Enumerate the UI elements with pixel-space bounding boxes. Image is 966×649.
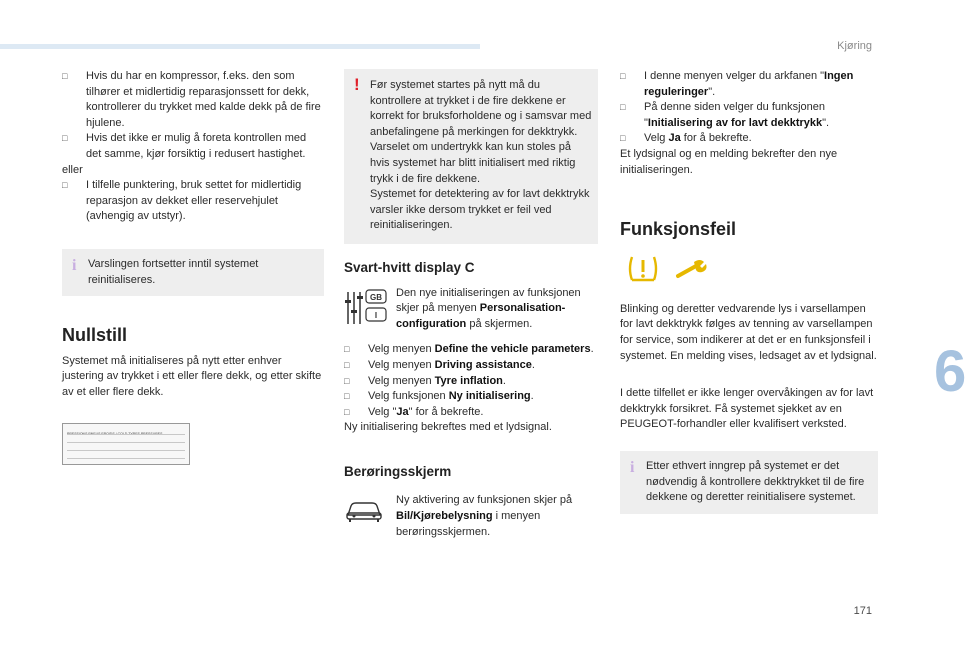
warning-lamps — [620, 254, 878, 288]
bw-steps — [344, 342, 598, 436]
chapter-tab — [934, 339, 966, 443]
gb-label: GB — [370, 292, 382, 302]
list-item: □ Velg Ja for å bekrefte. — [620, 131, 878, 147]
fault-heading: Funksjonsfeil — [620, 219, 737, 240]
list-item: □ Velg "Ja" for å bekrefte. — [344, 405, 598, 421]
tyre-pressure-warning-icon — [626, 254, 660, 284]
column-1 — [62, 69, 324, 465]
checkbox-bullet-icon: □ — [344, 375, 350, 386]
service-wrench-icon — [674, 258, 708, 280]
list-item: □ Velg menyen Tyre inflation. — [344, 374, 598, 390]
checkbox-bullet-icon: □ — [620, 133, 626, 144]
info-icon: i — [72, 256, 77, 274]
checkbox-bullet-icon: □ — [344, 344, 350, 355]
info-box: i Varslingen fortsetter inntil systemet reinitialiseres. — [62, 249, 324, 296]
column-2 — [344, 69, 598, 540]
nullstill-heading: Nullstill — [62, 325, 128, 346]
bw-display-intro: GB I Den nye initialiseringen av funksjonen skjer på menyen Personalisation-configuration på skjermen. — [344, 286, 598, 333]
or-text: eller — [62, 163, 83, 176]
list-item: □ Hvis det ikke er mulig å foreta kontrollen med det samme, kjør forsiktig i redusert hastighet. — [62, 132, 307, 160]
checkbox-bullet-icon: □ — [344, 391, 350, 402]
chapter-number: 6 — [934, 339, 966, 404]
fault-text: Blinking og deretter vedvarende lys i varsellampen for lavt dekktrykk følges av tenning av varsellampen for service, som indikerer at det er en funksjonsfeil i systemet. En melding vises, ledsaget av et lydsignal. — [620, 302, 877, 362]
car-icon — [344, 495, 384, 525]
checkbox-bullet-icon: □ — [344, 406, 350, 417]
checkbox-bullet-icon: □ — [620, 71, 626, 81]
touchscreen-intro: Ny aktivering av funksjonen skjer på Bil/Kjørebelysning i menyen berøringsskjermen. — [344, 493, 598, 540]
tire-pressure-label-image — [62, 423, 190, 465]
header-bar — [0, 44, 480, 49]
bw-display-heading: Svart-hvitt display C — [344, 259, 475, 275]
section-name: Kjøring — [837, 40, 872, 52]
info-box: i Etter ethvert inngrep på systemet er det nødvendig å kontrollere dekktrykket til de fire dekkene og deretter reinitialisere systemet. — [620, 451, 878, 514]
column-3 — [620, 69, 878, 514]
checkbox-bullet-icon: □ — [344, 359, 350, 370]
list-item: □ Velg menyen Define the vehicle parameters. — [344, 342, 598, 358]
nullstill-text: Systemet må initialiseres på nytt etter enhver justering av trykket i ett eller flere dekk, og etter skifte av et eller flere dekk. — [62, 354, 322, 398]
display-settings-icon — [344, 288, 390, 328]
list-item: □ Velg menyen Driving assistance. — [344, 358, 598, 374]
bw-confirm-text: Ny initialisering bekreftes med et lydsignal. — [344, 421, 552, 434]
page-number: 171 — [853, 605, 872, 617]
confirm-text: Et lydsignal og en melding bekrefter den nye initialiseringen. — [620, 147, 838, 176]
i-label: I — [374, 310, 378, 320]
info-icon: i — [630, 458, 635, 476]
fault-text-2: I dette tilfellet er ikke lenger overvåkingen av for lavt dekktrykk forsikret. Få systemet sjekket av en PEUGEOT-forhandler eller kvalifisert verksted. — [620, 387, 874, 431]
exclamation-warning-icon: ! — [354, 75, 360, 94]
touchscreen-heading: Berøringsskjerm — [344, 463, 452, 479]
checkbox-bullet-icon: □ — [62, 133, 68, 144]
checkbox-bullet-icon: □ — [62, 71, 68, 81]
checkbox-bullet-icon: □ — [620, 102, 626, 113]
list-item: □ På denne siden velger du funksjonen "Initialisering av for lavt dekktrykk". — [620, 101, 830, 129]
list-item: □ I tilfelle punktering, bruk settet for midlertidig reparasjon av dekket eller reservehjulet (avhengig av utstyr). — [62, 179, 302, 223]
list-item: □ Hvis du har en kompressor, f.eks. den som tilhører et midlertidig reparasjonssett for dekk, kontrollerer du trykket med kalde dekk på de fire hjulene. — [62, 70, 321, 129]
list-item: □ I denne menyen velger du arkfanen "Ingen reguleringer". — [620, 70, 854, 98]
warning-box: ! Før systemet startes på nytt må du kontrollere at trykket i de fire dekkene er korrekt for bruksforholdene og i samsvar med anbefalingene på merkingen for dekktrykk. Varselet om undertrykk kan kun stoles på hvis systemet har blitt initialisert med riktig trykk i de fire dekkene. Systemet for detektering av for lavt dekktrykk varsler ikke dersom trykket er feil ved reinitialiseringen. — [344, 69, 598, 244]
checkbox-bullet-icon: □ — [62, 180, 68, 191]
list-item: □ Velg funksjonen Ny initialisering. — [344, 389, 598, 405]
